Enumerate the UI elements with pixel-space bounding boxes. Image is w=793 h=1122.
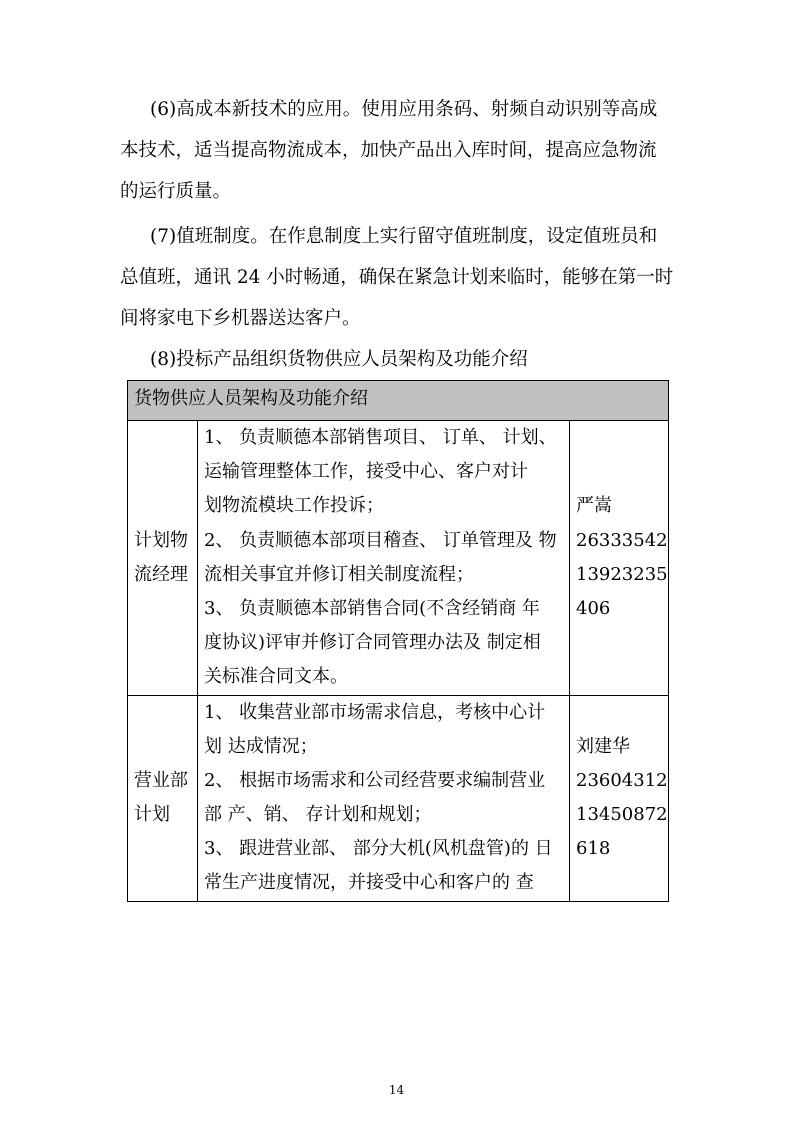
page-number: 14 — [388, 1083, 405, 1097]
role-text: 计划物 — [134, 529, 188, 551]
staff-table — [127, 380, 669, 902]
duty-line: 1、 负责顺德本部销售项目、 订单、 计划、 — [204, 427, 557, 448]
text-line: 的运行质量。 — [120, 181, 232, 202]
paragraph-8 — [120, 339, 680, 380]
contact-phone: 406 — [576, 597, 611, 619]
contact-name: 刘建华 — [576, 735, 630, 757]
paragraph-7 — [120, 216, 680, 339]
role-text: 计划 — [134, 804, 170, 826]
duty-line: 3、 跟进营业部、 部分大机(风机盘管)的 日 — [204, 838, 553, 860]
contact-phone: 13450872 — [576, 804, 668, 826]
contact-phone: 618 — [576, 838, 611, 860]
duty-line: 常生产进度情况，并接受中心和客户的 查 — [204, 872, 534, 894]
text-line: (7)值班制度。在作息制度上实行留守值班制度，设定值班员和 — [150, 226, 658, 247]
duty-line: 2、 根据市场需求和公司经营要求编制营业 — [204, 769, 546, 791]
role-cell — [128, 695, 198, 901]
duty-line: 部 产、销、 存计划和规划； — [204, 804, 432, 826]
paragraph-6 — [120, 89, 680, 212]
contact-phone: 13923235 — [576, 563, 668, 585]
duty-line: 3、 负责顺德本部销售合同(不含经销商 年 — [204, 597, 540, 619]
table-title: 货物供应人员架构及功能介绍 — [128, 381, 669, 421]
contact-cell — [570, 421, 669, 696]
contact-phone: 23604312 — [576, 769, 668, 791]
role-text: 流经理 — [134, 563, 188, 585]
duty-line: 流相关事宜并修订相关制度流程； — [204, 563, 474, 585]
duty-line: 2、 负责顺德本部项目稽查、 订单管理及 物 — [204, 529, 557, 551]
duty-line: 1、 收集营业部市场需求信息，考核中心计 — [204, 701, 546, 723]
role-text: 营业部 — [134, 769, 188, 791]
text-line: (6)高成本新技术的应用。使用应用条码、射频自动识别等高成 — [150, 99, 658, 120]
text-line: 本技术，适当提高物流成本，加快产品出入库时间，提高应急物流 — [120, 140, 657, 161]
contact-name: 严嵩 — [576, 495, 612, 517]
duty-line: 运输管理整体工作，接受中心、客户对计 — [204, 461, 528, 483]
duty-line: 关标准合同文本。 — [204, 666, 348, 688]
table-row — [128, 421, 669, 696]
duty-line: 划 达成情况； — [204, 735, 318, 757]
text-line: 总值班，通讯 24 小时畅通，确保在紧急计划来临时，能够在第一时 — [120, 267, 674, 288]
contact-phone: 26333542 — [576, 529, 668, 551]
text-line: (8)投标产品组织货物供应人员架构及功能介绍 — [150, 349, 528, 370]
contact-cell — [570, 695, 669, 901]
duty-line: 划物流模块工作投诉； — [204, 495, 384, 517]
duty-line: 度协议)评审并修订合同管理办法及 制定相 — [204, 632, 541, 654]
duties-cell — [198, 421, 570, 696]
role-cell — [128, 421, 198, 696]
table-row — [128, 695, 669, 901]
duties-cell — [198, 695, 570, 901]
text-line: 间将家电下乡机器送达客户。 — [120, 308, 361, 329]
